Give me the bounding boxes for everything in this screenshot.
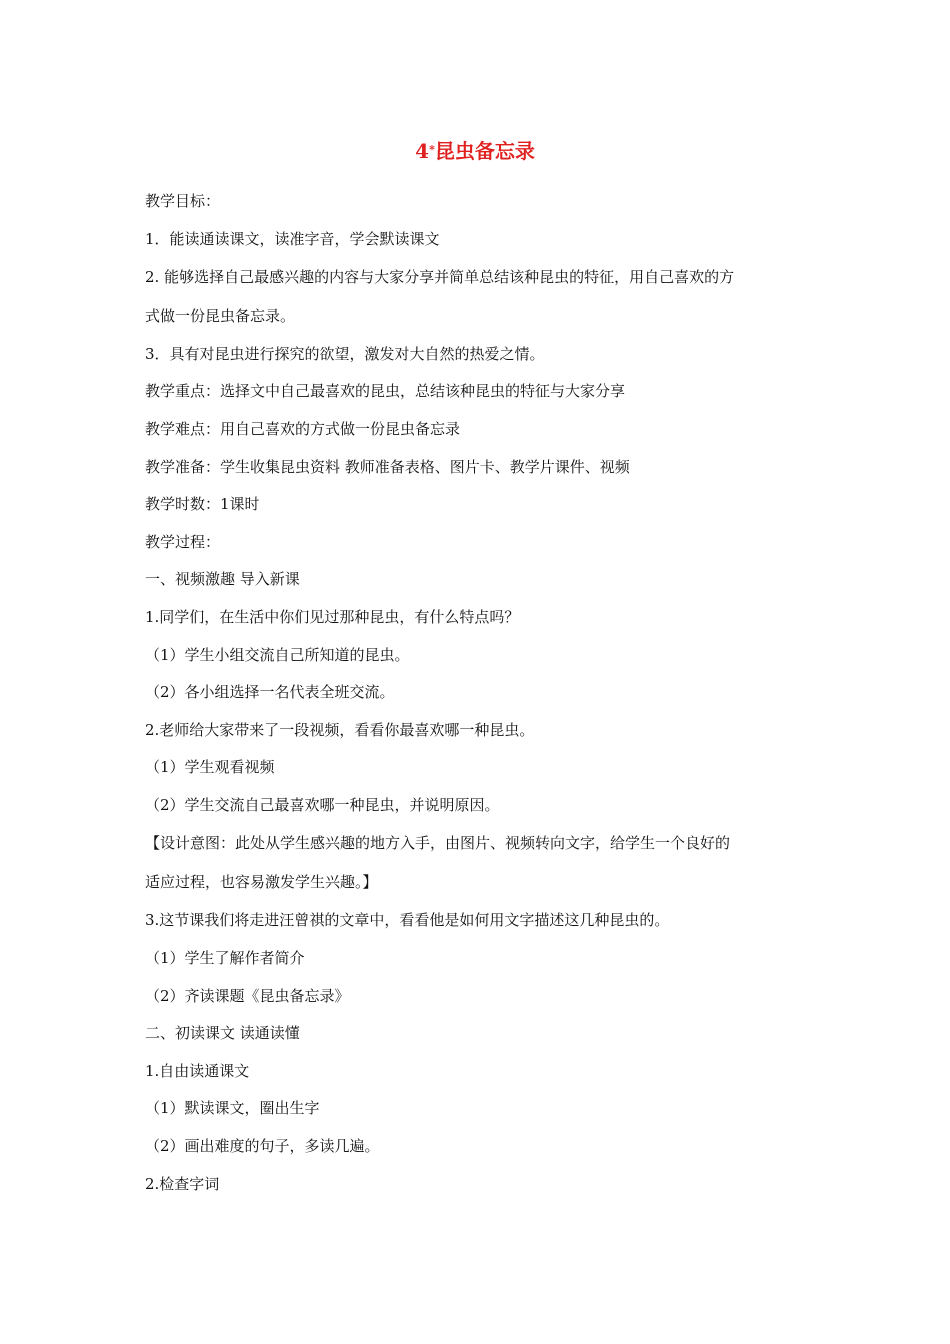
- step-1-2-a: （1）学生观看视频: [145, 758, 275, 776]
- title-star: *: [429, 143, 435, 156]
- step-1-1-a: （1）学生小组交流自己所知道的昆虫。: [145, 646, 410, 664]
- teaching-preparation: 教学准备：学生收集昆虫资料 教师准备表格、图片卡、教学片课件、视频: [145, 458, 630, 476]
- objective-1: 1．能读通读课文，读准字音，学会默读课文: [145, 230, 440, 248]
- step-2-2: 2.检查字词: [145, 1175, 220, 1193]
- step-1-2-b: （2）学生交流自己最喜欢哪一种昆虫，并说明原因。: [145, 796, 500, 814]
- document-title: [0, 137, 950, 165]
- step-1-3-b: （2）齐读课题《昆虫备忘录》: [145, 987, 350, 1005]
- title-text: 昆虫备忘录: [434, 139, 535, 163]
- section-heading-objectives: 教学目标：: [145, 192, 221, 210]
- step-1-3: 3.这节课我们将走进汪曾祺的文章中，看看他是如何用文字描述这几种昆虫的。: [145, 911, 670, 929]
- part-2-heading: 二、初读课文 读通读懂: [145, 1024, 300, 1042]
- objective-2: 2. 能够选择自己最感兴趣的内容与大家分享并简单总结该种昆虫的特征，用自己喜欢的方: [145, 268, 735, 286]
- design-intent: 【设计意图：此处从学生感兴趣的地方入手，由图片、视频转向文字，给学生一个良好的: [145, 834, 731, 852]
- step-1-2: 2.老师给大家带来了一段视频，看看你最喜欢哪一种昆虫。: [145, 721, 535, 739]
- step-1-1-b: （2）各小组选择一名代表全班交流。: [145, 683, 395, 701]
- design-intent-continued: 适应过程，也容易激发学生兴趣。】: [145, 873, 378, 891]
- step-2-1-a: （1）默读课文，圈出生字: [145, 1099, 320, 1117]
- step-2-1: 1.自由读通课文: [145, 1062, 250, 1080]
- objective-3: 3．具有对昆虫进行探究的欲望，激发对大自然的热爱之情。: [145, 345, 545, 363]
- teaching-key-point: 教学重点：选择文中自己最喜欢的昆虫，总结该种昆虫的特征与大家分享: [145, 382, 626, 400]
- step-1-3-a: （1）学生了解作者简介: [145, 949, 305, 967]
- objective-2-continued: 式做一份昆虫备忘录。: [145, 307, 296, 325]
- part-1-heading: 一、视频激趣 导入新课: [145, 570, 300, 588]
- step-2-1-b: （2）画出难度的句子，多读几遍。: [145, 1137, 380, 1155]
- teaching-hours: 教学时数：1课时: [145, 495, 260, 513]
- step-1-1: 1.同学们，在生活中你们见过那种昆虫，有什么特点吗？: [145, 608, 520, 626]
- teaching-difficulty: 教学难点：用自己喜欢的方式做一份昆虫备忘录: [145, 420, 461, 438]
- title-number: 4: [415, 139, 430, 163]
- section-heading-process: 教学过程：: [145, 533, 221, 551]
